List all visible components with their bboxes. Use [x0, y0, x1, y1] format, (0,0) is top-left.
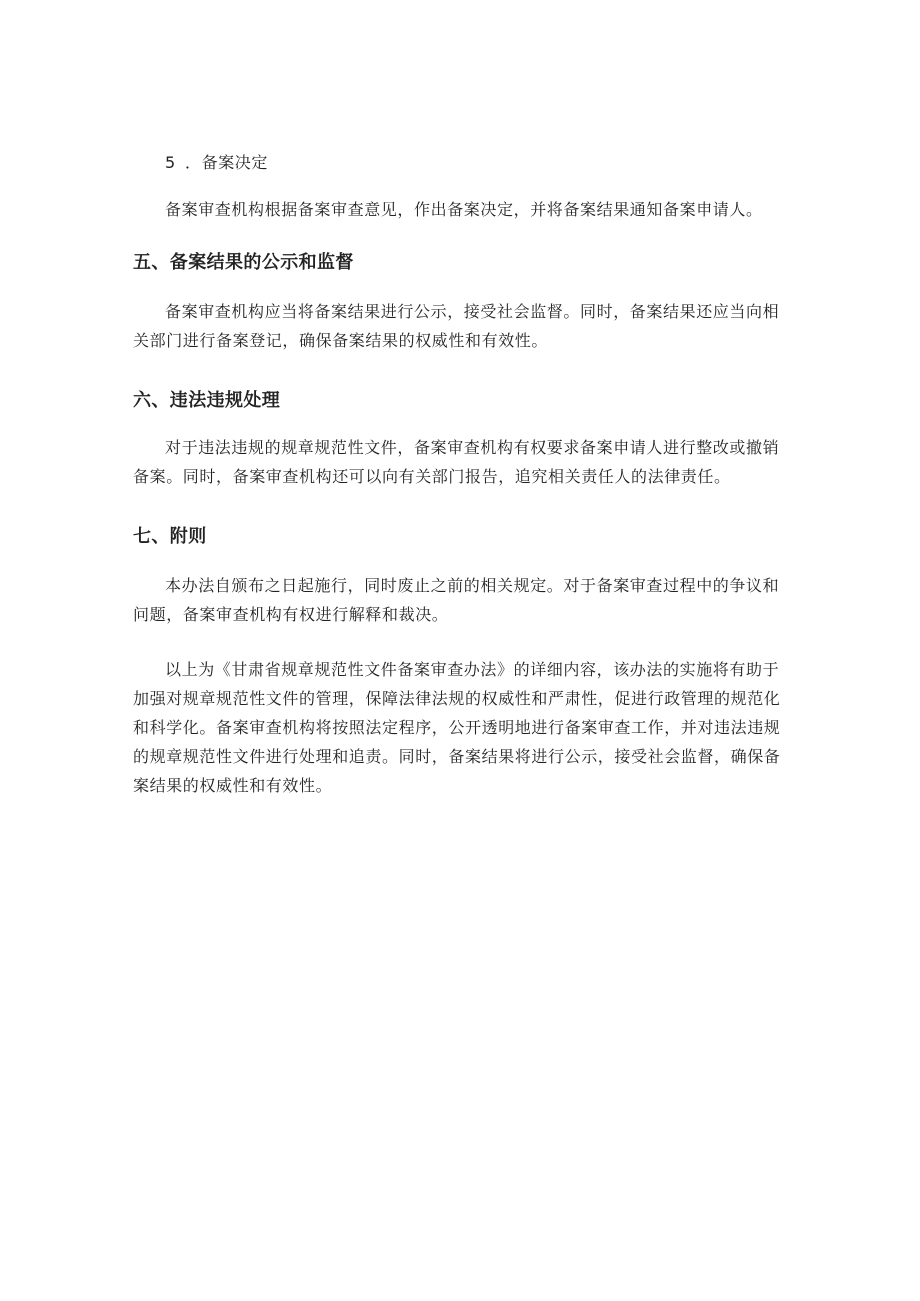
conclusion-paragraph: 以上为《甘肃省规章规范性文件备案审查办法》的详细内容，该办法的实施将有助于加强对规章规范性文件的管理，保障法律法规的权威性和严肃性，促进行政管理的规范化和科学化。备案审查机构将按照法定程序，公开透明地进行备案审查工作，并对违法违规的规章规范性文件进行处理和追责。同时，备案结果将进行公示，接受社会监督，确保备案结果的权威性和有效性。	[133, 660, 781, 795]
section-7-heading: 七、附则	[133, 526, 207, 547]
item-5-heading	[165, 148, 268, 177]
section-5-paragraph: 备案审查机构应当将备案结果进行公示，接受社会监督。同时，备案结果还应当向相关部门进行备案登记，确保备案结果的权威性和有效性。	[133, 302, 780, 350]
section-5-heading: 五、备案结果的公示和监督	[133, 252, 354, 273]
item-5-number: 5	[165, 153, 176, 172]
section-7-paragraph: 本办法自颁布之日起施行，同时废止之前的相关规定。对于备案审查过程中的争议和问题，备案审查机构有权进行解释和裁决。	[133, 576, 780, 624]
section-6-paragraph: 对于违法违规的规章规范性文件，备案审查机构有权要求备案申请人进行整改或撤销备案。同时，备案审查机构还可以向有关部门报告，追究相关责任人的法律责任。	[133, 438, 780, 486]
item-5-title: ．备案决定	[185, 153, 269, 172]
section-6-heading: 六、违法违规处理	[133, 390, 281, 411]
item-5-paragraph: 备案审查机构根据备案审查意见，作出备案决定，并将备案结果通知备案申请人。	[165, 200, 763, 219]
